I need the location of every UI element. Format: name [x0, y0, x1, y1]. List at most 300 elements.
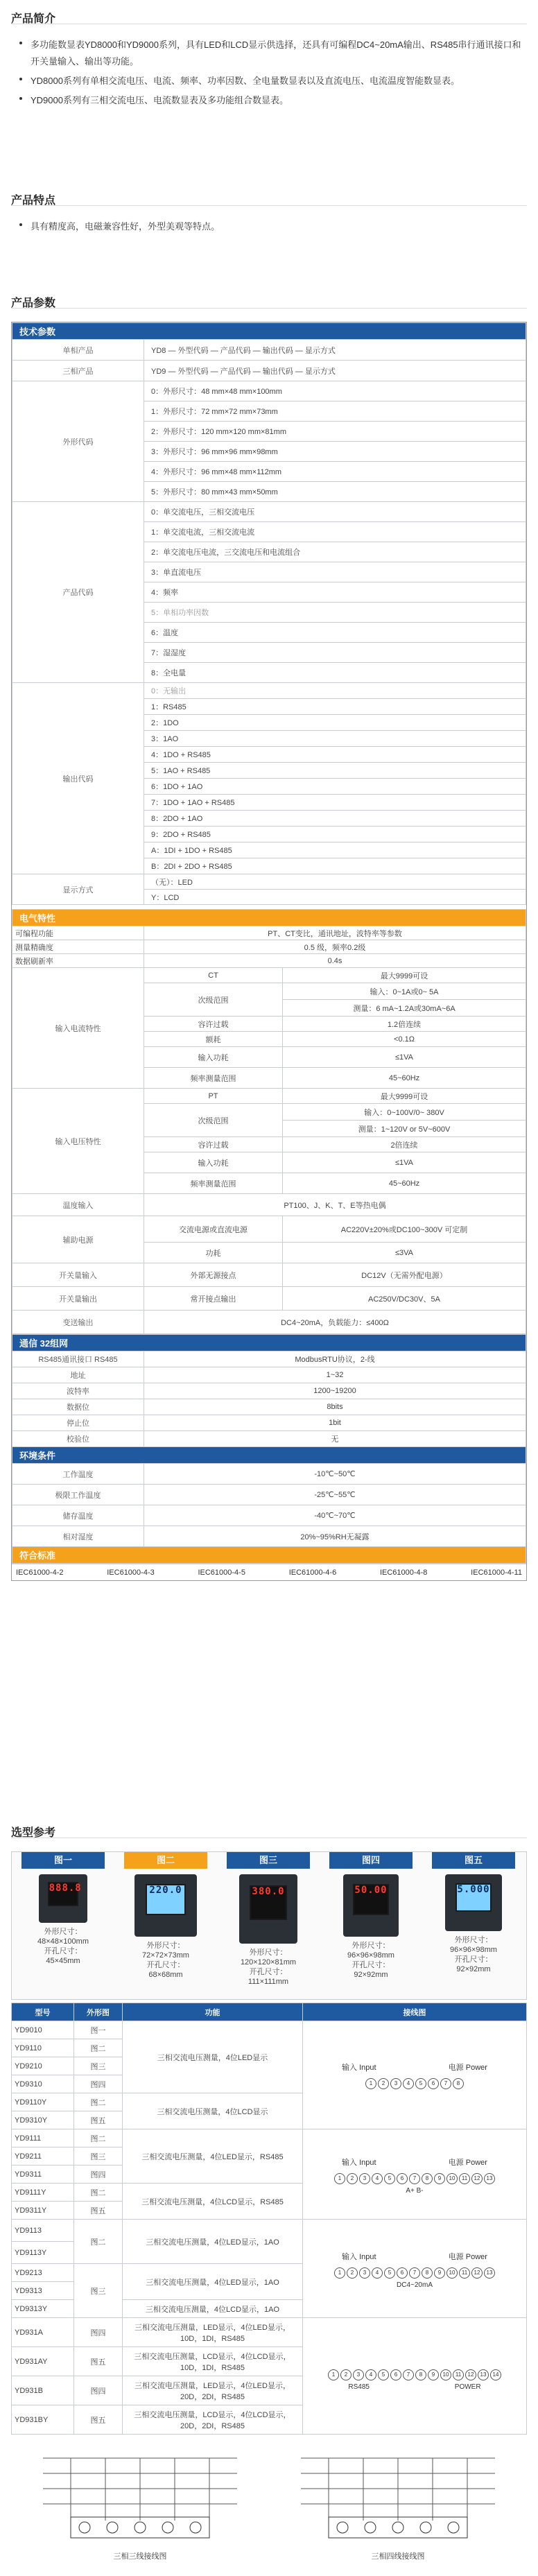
terminal-icon: 8 [415, 2369, 426, 2380]
spec-value: （无）：LED [144, 874, 526, 890]
photo-caption: 68×68mm [148, 1971, 183, 1979]
spec-value: 8：全电量 [144, 663, 526, 683]
terminal-icon: 9 [434, 2173, 445, 2184]
terminal-icon: 6 [397, 2267, 408, 2279]
model-cell: YD9113Y [12, 2242, 74, 2264]
diagram-caption: 三相三线接线图 [113, 2552, 167, 2561]
function-cell: 三相交流电压测量，LCD显示，4位LCD显示，20D，2DI，RS485 [123, 2405, 303, 2435]
connection-diagram [26, 2444, 254, 2576]
model-cell: YD9113 [12, 2220, 74, 2242]
row-value: 无 [144, 1431, 526, 1447]
photo-caption: 开孔尺寸： [249, 1968, 288, 1976]
photo-caption: 111×111mm [248, 1978, 289, 1986]
wiring-input-label: 输入 Input [342, 2063, 376, 2072]
row-label: RS485通讯接口 RS485 [12, 1351, 144, 1367]
spec-value: 7：湿湿度 [144, 643, 526, 663]
model-cell: YD9010 [12, 2021, 74, 2039]
terminal-icon: 6 [397, 2173, 408, 2184]
select-section [0, 1814, 538, 1838]
terminal-icon: 10 [446, 2173, 458, 2184]
terminal-icon: 4 [365, 2369, 376, 2380]
env-header: 环境条件 [12, 1447, 526, 1464]
row-value: -10℃~50℃ [144, 1464, 526, 1485]
terminal-icon: 5 [384, 2267, 395, 2279]
di-label: 开关量输入 [12, 1263, 144, 1287]
power-label: 输入功耗 [144, 1047, 283, 1068]
aux-a-value: AC220V±20%或DC100~300V 可定制 [283, 1216, 526, 1243]
terminal-icon: 1 [328, 2369, 339, 2380]
std-item: IEC61000-4-5 [198, 1568, 245, 1577]
terminal-icon: 8 [453, 2078, 464, 2089]
ct-label: CT [144, 968, 283, 983]
tx-label: 变送输出 [12, 1311, 144, 1334]
photo-tab: 图四 [329, 1852, 413, 1869]
model-cell: YD9110 [12, 2039, 74, 2057]
shape-cell: 图三 [74, 2057, 123, 2075]
vpower-label: 输入功耗 [144, 1152, 283, 1173]
group-label: 外形代码 [12, 381, 144, 502]
spec-value: 6：1DO + 1AO [144, 779, 526, 795]
model-cell: YD9313Y [12, 2300, 74, 2318]
wiring-power-label: 电源 Power [448, 2253, 487, 2261]
meter-screen [353, 1884, 388, 1915]
meter-screen [250, 1885, 287, 1920]
terminal-icon: 10 [440, 2369, 451, 2380]
bottom-diagrams [11, 2444, 527, 2576]
overload-value: 1.2倍连续 [283, 1017, 526, 1032]
terminal-icon: 4 [403, 2078, 414, 2089]
freq-value: 45~60Hz [283, 1068, 526, 1089]
shape-cell: 图二 [74, 2184, 123, 2202]
elec-label: 测量精确度 [12, 940, 144, 954]
spec-value: 4：频率 [144, 582, 526, 603]
terminal-icon: 11 [459, 2267, 470, 2279]
meter-screen [48, 1882, 82, 1906]
meter-photo-card [217, 1852, 320, 1996]
meter-image [239, 1874, 297, 1944]
model-cell: YD9310Y [12, 2111, 74, 2129]
row-label: 工作温度 [12, 1464, 144, 1485]
terminal-icon: 6 [428, 2078, 439, 2089]
spec-value: 4：1DO + RS485 [144, 747, 526, 763]
terminal-icon: 9 [428, 2369, 439, 2380]
row-value: 1~32 [144, 1367, 526, 1383]
std-header: 符合标准 [12, 1547, 526, 1564]
row-value: ModbusRTU协议，2-线 [144, 1351, 526, 1367]
terminal-icon: 3 [390, 2078, 401, 2089]
do-b: AC250V/DC30V、5A [283, 1287, 526, 1311]
row-label: 相对湿度 [12, 1526, 144, 1547]
spec-value: 9：2DO + RS485 [144, 827, 526, 842]
photo-tab: 图二 [124, 1852, 207, 1869]
meter-image [343, 1874, 399, 1937]
terminal-icon: 4 [372, 2267, 383, 2279]
params-title: 产品参数 [11, 297, 56, 309]
spec-value: B：2DI + 2DO + RS485 [144, 858, 526, 874]
meter-photo-card [422, 1852, 525, 1996]
meter-photo-card [114, 1852, 217, 1996]
function-cell: 三相交流电压测量，4位LED显示，1AO [123, 2220, 303, 2264]
row-label: 校验位 [12, 1431, 144, 1447]
comm-header: 通信 32组网 [12, 1335, 526, 1351]
spec-value: 2：外形尺寸：120 mm×120 mm×81mm [144, 422, 526, 442]
terminal-icon: 13 [484, 2267, 495, 2279]
model-cell: YD9111Y [12, 2184, 74, 2202]
function-cell: 三相交流电压测量，4位LED显示，1AO [123, 2264, 303, 2300]
aux-b-label: 功耗 [144, 1243, 283, 1263]
vpower-value: ≤1VA [283, 1152, 526, 1173]
meter-photo-card [12, 1852, 114, 1996]
meter-photo-card [320, 1852, 422, 1996]
shape-cell: 图二 [74, 2093, 123, 2111]
photo-caption: 开孔尺寸： [454, 1955, 493, 1964]
spec-value: 1：外形尺寸：72 mm×72 mm×73mm [144, 401, 526, 422]
in-voltage-label: 输入电压特性 [12, 1089, 144, 1194]
function-cell: 三相交流电压测量，4位LED显示 [123, 2021, 303, 2093]
photo-caption: 外形尺寸： [249, 1948, 288, 1957]
col-function: 功能 [123, 2003, 303, 2021]
terminal-icon: 5 [415, 2078, 426, 2089]
meter-display: 220.0 [149, 1885, 182, 1896]
shape-cell: 图四 [74, 2318, 123, 2347]
shape-cell: 图五 [74, 2405, 123, 2435]
terminal-icon: 4 [372, 2173, 383, 2184]
aux-label: 辅助电源 [12, 1216, 144, 1263]
shape-cell: 图四 [74, 2075, 123, 2093]
di-a: 外部无源接点 [144, 1263, 283, 1287]
shape-cell: 图五 [74, 2202, 123, 2220]
terminal-icon: 6 [390, 2369, 401, 2380]
col-wiring: 接线图 [303, 2003, 527, 2021]
photo-caption: 开孔尺寸： [146, 1961, 185, 1969]
three-label: 三相产品 [12, 361, 144, 381]
photo-caption: 92×92mm [456, 1965, 491, 1973]
std-row [12, 1564, 526, 1580]
spec-value: 5：外形尺寸：80 mm×43 mm×50mm [144, 482, 526, 502]
model-cell: YD9311 [12, 2166, 74, 2184]
diagram-drawing [29, 2444, 251, 2548]
model-cell: YD931A [12, 2318, 74, 2347]
function-cell: 三相交流电压测量，4位LCD显示 [123, 2093, 303, 2129]
row-label: 地址 [12, 1367, 144, 1383]
params-section [0, 284, 538, 309]
vrange-a: 输入：0~100V/0~ 380V [283, 1104, 526, 1121]
shape-cell: 图五 [74, 2347, 123, 2376]
spec-value: 5：1AO + RS485 [144, 763, 526, 779]
shape-cell: 图二 [74, 2129, 123, 2147]
terminal-icon: 3 [359, 2173, 370, 2184]
terminal-icon: 2 [347, 2173, 358, 2184]
terminal-icon: 14 [490, 2369, 501, 2380]
group-label: 产品代码 [12, 502, 144, 683]
voverload-label: 容许过载 [144, 1137, 283, 1152]
bullet-item: 多功能数显表YD8000和YD9000系列，具有LED和LCD显示供选择，还具有可编程DC4~20mA输出、RS485串行通讯接口和开关量输入、输出等功能。 [0, 34, 538, 70]
model-cell: YD9213 [12, 2264, 74, 2282]
function-cell: 三相交流电压测量，4位LCD显示，1AO [123, 2300, 303, 2318]
di-b: DC12V（无需外配电源） [283, 1263, 526, 1287]
terminal-icon: 7 [409, 2173, 420, 2184]
terminal-icon: 5 [384, 2173, 395, 2184]
row-label: 数据位 [12, 1399, 144, 1415]
function-cell: 三相交流电压测量，LCD显示，4位LCD显示，10D，1DI，RS485 [123, 2347, 303, 2376]
vfreq-value: 45~60Hz [283, 1173, 526, 1194]
three-value: YD9 — 外型代码 — 产品代码 — 输出代码 — 显示方式 [144, 361, 526, 381]
std-item: IEC61000-4-8 [379, 1568, 428, 1577]
row-value: 8bits [144, 1399, 526, 1415]
wiring-power-label: 电源 Power [448, 2159, 487, 2167]
photo-caption: 72×72×73mm [142, 1951, 189, 1960]
function-cell: 三相交流电压测量，LED显示，4位LED显示，10D，1DI，RS485 [123, 2318, 303, 2347]
vfreq-label: 频率测量范围 [144, 1173, 283, 1194]
rs485-label: A+ B- [406, 2187, 424, 2195]
model-cell: YD9210 [12, 2057, 74, 2075]
wiring-diagram [303, 2220, 527, 2318]
terminal-icon: 1 [334, 2267, 345, 2279]
terminal-icon: 2 [347, 2267, 358, 2279]
temp-label: 温度输入 [12, 1194, 144, 1216]
spec-header: 技术参数 [12, 323, 526, 340]
col-model: 型号 [12, 2003, 74, 2021]
elec-value: 0.4s [144, 954, 526, 968]
spec-value: 6：温度 [144, 623, 526, 643]
terminal-icon: 12 [471, 2267, 483, 2279]
single-label: 单相产品 [12, 340, 144, 361]
spec-value: 3：单直流电压 [144, 562, 526, 582]
elec-header: 电气特性 [12, 910, 526, 926]
freq-label: 频率测量范围 [144, 1068, 283, 1089]
diagram-drawing [287, 2444, 509, 2548]
aux-b-value: ≤3VA [283, 1243, 526, 1263]
spec-value: A：1DI + 1DO + RS485 [144, 842, 526, 858]
model-cell: YD931B [12, 2376, 74, 2405]
terminal-icon: 3 [353, 2369, 364, 2380]
spec-value: 3：1AO [144, 731, 526, 747]
row-label: 停止位 [12, 1415, 144, 1431]
terminal-strip [306, 2367, 523, 2383]
group-label: 输出代码 [12, 683, 144, 874]
photo-tab: 图一 [21, 1852, 105, 1869]
meter-screen [146, 1884, 186, 1915]
spec-value: 8：2DO + 1AO [144, 811, 526, 827]
pt-label: PT [144, 1089, 283, 1104]
meter-image [39, 1874, 87, 1923]
row-label: 极限工作温度 [12, 1485, 144, 1505]
shape-cell: 图三 [74, 2147, 123, 2166]
wiring-power-label: 电源 Power [448, 2063, 487, 2072]
model-cell: YD9211 [12, 2147, 74, 2166]
model-cell: YD9310 [12, 2075, 74, 2093]
meter-display: 380.0 [252, 1886, 285, 1897]
col-shape: 外形图 [74, 2003, 123, 2021]
spec-value: 0：无输出 [144, 683, 526, 699]
row-value: -25℃~55℃ [144, 1485, 526, 1505]
bullet-item: YD8000系列有单相交流电压、电流、频率、功率因数、全电量数显表以及直流电压、电流温度智能数显表。 [0, 70, 538, 89]
terminal-strip [306, 2170, 523, 2187]
terminal-icon: 5 [378, 2369, 389, 2380]
photo-tab: 图五 [432, 1852, 515, 1869]
photo-caption: 外形尺寸： [146, 1942, 185, 1950]
temp-value: PT100、J、K、T、E等热电偶 [144, 1194, 526, 1216]
vrange-label: 次级范围 [144, 1104, 283, 1137]
photo-caption: 外形尺寸： [44, 1928, 83, 1936]
std-item: IEC61000-4-2 [16, 1568, 64, 1577]
model-cell: YD9311Y [12, 2202, 74, 2220]
aux-a-label: 交流电源或直流电源 [144, 1216, 283, 1243]
photo-caption: 92×92mm [354, 1971, 388, 1979]
spec-value: 2：1DO [144, 715, 526, 731]
row-value: 1200~19200 [144, 1383, 526, 1399]
std-item: IEC61000-4-6 [288, 1568, 337, 1577]
dc-label: DC4~20mA [397, 2281, 433, 2289]
terminal-icon: 12 [465, 2369, 476, 2380]
range-a: 输入：0~1A或0~ 5A [283, 983, 526, 1000]
bullet-item: 具有精度高，电磁兼容性好，外型美观等特点。 [0, 216, 538, 235]
model-cell: YD931BY [12, 2405, 74, 2435]
spec-table [11, 322, 527, 1581]
model-cell: YD9110Y [12, 2093, 74, 2111]
do-a: 常开接点输出 [144, 1287, 283, 1311]
wiring-diagram [303, 2129, 527, 2220]
spec-value: 4：外形尺寸：96 mm×48 mm×112mm [144, 462, 526, 482]
single-value: YD8 — 外型代码 — 产品代码 — 输出代码 — 显示方式 [144, 340, 526, 361]
connection-diagram [284, 2444, 512, 2576]
elec-value: PT、CT变比，通讯地址，波特率等参数 [144, 926, 526, 940]
meter-image [134, 1874, 197, 1937]
function-cell: 三相交流电压测量，4位LCD显示，RS485 [123, 2184, 303, 2220]
spec-value: 0：单交流电压，三相交流电压 [144, 502, 526, 522]
terminal-icon: 11 [453, 2369, 464, 2380]
photo-strip [11, 1851, 527, 2000]
intro-section [0, 0, 538, 109]
std-item: IEC61000-4-3 [107, 1568, 155, 1577]
function-cell: 三相交流电压测量，LED显示，4位LED显示，20D，2DI，RS485 [123, 2376, 303, 2405]
terminal-strip [306, 2075, 523, 2092]
terminal-icon: 12 [471, 2173, 483, 2184]
spec-value: 5：单相功率因数 [144, 603, 526, 623]
model-cell: YD9313 [12, 2282, 74, 2300]
terminal-icon: 9 [434, 2267, 445, 2279]
model-cell: YD9111 [12, 2129, 74, 2147]
wiring-input-label: 输入 Input [342, 2159, 376, 2167]
photo-caption: 96×96×98mm [450, 1946, 497, 1954]
shape-cell: 图四 [74, 2376, 123, 2405]
terminal-icon: 8 [422, 2267, 433, 2279]
meter-screen [455, 1883, 492, 1912]
photo-caption: 外形尺寸： [454, 1936, 493, 1944]
spec-value: Y：LCD [144, 890, 526, 905]
wiring-diagram [303, 2021, 527, 2129]
shape-cell: 图一 [74, 2021, 123, 2039]
meter-display: 50.00 [354, 1885, 388, 1896]
terminal-icon: 7 [403, 2369, 414, 2380]
elec-label: 可编程功能 [12, 926, 144, 940]
photo-caption: 96×96×98mm [347, 1951, 394, 1960]
spec-value: 1：单交流电流，三相交流电流 [144, 522, 526, 542]
function-cell: 三相交流电压测量，4位LED显示，RS485 [123, 2129, 303, 2184]
shape-cell: 图四 [74, 2166, 123, 2184]
elec-value: 0.5 级，频率0.2级 [144, 940, 526, 954]
photo-caption: 外形尺寸： [352, 1942, 390, 1950]
range-b: 测量：6 mA~1.2A或30mA~6A [283, 1000, 526, 1017]
terminal-icon: 3 [359, 2267, 370, 2279]
photo-caption: 45×45mm [46, 1957, 80, 1965]
divider [11, 308, 527, 309]
wiring-diagram [303, 2318, 527, 2435]
terminal-icon: 13 [484, 2173, 495, 2184]
power-label: POWER [454, 2383, 481, 2391]
meter-display: 5.000 [457, 1884, 490, 1896]
range-label: 次级范围 [144, 983, 283, 1017]
row-value: 20%~95%RH无凝露 [144, 1526, 526, 1547]
intro-title: 产品简介 [11, 13, 56, 25]
row-value: 1bit [144, 1415, 526, 1431]
shape-cell: 图二 [74, 2039, 123, 2057]
wiring-input-label: 输入 Input [342, 2253, 376, 2261]
diagram-caption: 三相四线接线图 [371, 2552, 425, 2561]
rs485-label: RS485 [348, 2383, 370, 2391]
do-label: 开关量输出 [12, 1287, 144, 1311]
terminal-icon: 10 [446, 2267, 458, 2279]
terminal-icon: 7 [440, 2078, 451, 2089]
tx-value: DC4~20mA，负载能力：≤400Ω [144, 1311, 526, 1334]
in-current-label: 输入电流特性 [12, 968, 144, 1089]
terminal-icon: 13 [478, 2369, 489, 2380]
terminal-icon: 11 [459, 2173, 470, 2184]
photo-caption: 开孔尺寸： [44, 1947, 83, 1955]
terminal-icon: 1 [365, 2078, 376, 2089]
meter-display: 888.8 [49, 1883, 82, 1894]
spec-value: 0：外形尺寸：48 mm×48 mm×100mm [144, 381, 526, 401]
spec-value: 2：单交流电压电流，三交流电压和电流组合 [144, 542, 526, 562]
shape-cell: 图二 [74, 2220, 123, 2264]
photo-tab: 图三 [227, 1852, 310, 1869]
ct-value: 最大9999可设 [283, 968, 526, 983]
photo-caption: 120×120×81mm [240, 1958, 297, 1966]
pt-value: 最大9999可设 [283, 1089, 526, 1104]
terminal-icon: 7 [409, 2267, 420, 2279]
power-value: ≤1VA [283, 1047, 526, 1068]
loss-value: <0.1Ω [283, 1032, 526, 1047]
terminal-icon: 1 [334, 2173, 345, 2184]
row-label: 储存温度 [12, 1505, 144, 1526]
photo-caption: 开孔尺寸： [352, 1961, 390, 1969]
select-block [11, 1851, 527, 2576]
row-label: 波特率 [12, 1383, 144, 1399]
group-label: 显示方式 [12, 874, 144, 905]
select-title: 选型参考 [11, 1827, 56, 1839]
terminal-icon: 2 [340, 2369, 352, 2380]
loss-label: 额耗 [144, 1032, 283, 1047]
terminal-icon: 8 [422, 2173, 433, 2184]
model-cell: YD931AY [12, 2347, 74, 2376]
shape-cell: 图五 [74, 2111, 123, 2129]
spec-value: 3：外形尺寸：96 mm×96 mm×98mm [144, 442, 526, 462]
terminal-icon: 2 [378, 2078, 389, 2089]
spec-value: 7：1DO + 1AO + RS485 [144, 795, 526, 811]
shape-cell: 图三 [74, 2264, 123, 2318]
spec-value: 1：RS485 [144, 699, 526, 715]
vrange-b: 测量：1~120V or 5V~600V [283, 1121, 526, 1137]
std-item: IEC61000-4-11 [471, 1568, 522, 1577]
features-title: 产品特点 [11, 195, 56, 207]
overload-label: 容许过载 [144, 1017, 283, 1032]
meter-image [445, 1874, 502, 1931]
terminal-strip [306, 2265, 523, 2281]
voverload-value: 2倍连续 [283, 1137, 526, 1152]
features-section [0, 182, 538, 235]
photo-caption: 48×48×100mm [37, 1937, 89, 1946]
row-value: -40℃~70℃ [144, 1505, 526, 1526]
